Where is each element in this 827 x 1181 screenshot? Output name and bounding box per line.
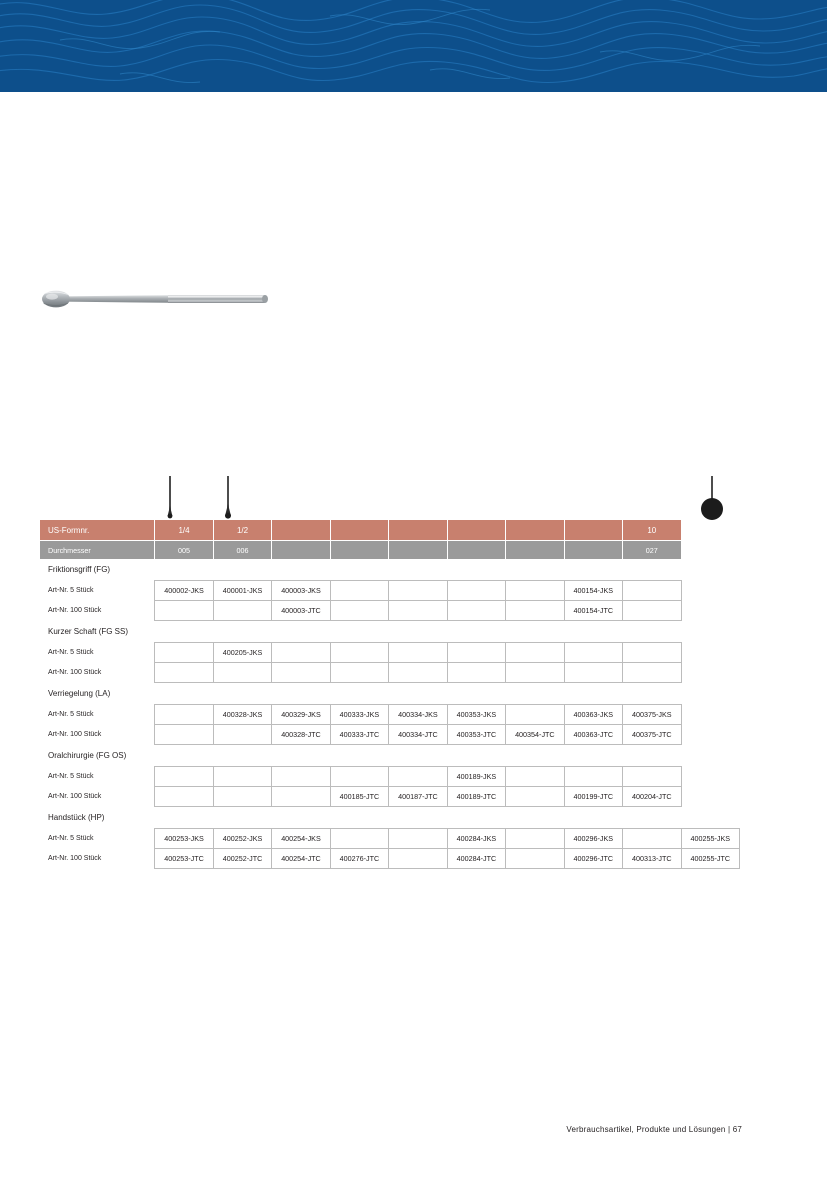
- cell-0-1-3: [330, 601, 388, 621]
- cell-1-0-8: [623, 643, 681, 663]
- header-diameter-col-2: [272, 541, 330, 560]
- cell-0-1-4: [389, 601, 447, 621]
- cell-4-1-6: [506, 849, 564, 869]
- cell-0-0-4: [389, 581, 447, 601]
- cell-3-1-6: [506, 787, 564, 807]
- cell-2-1-1: [213, 725, 271, 745]
- group-title-3: Oralchirurgie (FG OS): [40, 745, 740, 767]
- group-title-0: Friktionsgriff (FG): [40, 559, 740, 581]
- table-row: [40, 767, 740, 787]
- cell-3-0-8: [623, 767, 681, 787]
- table-row: [40, 581, 740, 601]
- header-diameter-col-3: [330, 541, 388, 560]
- cell-1-1-4: [389, 663, 447, 683]
- cell-2-1-3: 400333-JTC: [330, 725, 388, 745]
- cell-1-0-9: [681, 643, 739, 663]
- cell-2-0-0: [155, 705, 213, 725]
- cell-3-1-2: [272, 787, 330, 807]
- cell-2-0-3: 400333-JKS: [330, 705, 388, 725]
- cell-1-0-5: [447, 643, 505, 663]
- cell-2-1-2: 400328-JTC: [272, 725, 330, 745]
- table-header-diameter: [40, 541, 740, 560]
- table-header-form-number: [40, 520, 740, 541]
- cell-0-0-1: 400001-JKS: [213, 581, 271, 601]
- bur-tip-size-illustrations: [40, 470, 740, 520]
- table-row: [40, 663, 740, 683]
- page-footer: [566, 1125, 742, 1134]
- cell-1-0-7: [564, 643, 622, 663]
- table-row: [40, 705, 740, 725]
- group-title-1: Kurzer Schaft (FG SS): [40, 621, 740, 643]
- cell-2-0-4: 400334-JKS: [389, 705, 447, 725]
- cell-3-1-3: 400185-JTC: [330, 787, 388, 807]
- cell-2-0-2: 400329-JKS: [272, 705, 330, 725]
- page-header-banner: [0, 0, 827, 92]
- header-diameter-label: Durchmesser: [40, 541, 155, 560]
- header-form-col-4: [389, 520, 447, 541]
- row-label-3-0: Art-Nr. 5 Stück: [40, 767, 155, 787]
- cell-1-1-9: [681, 663, 739, 683]
- cell-0-1-7: 400154-JTC: [564, 601, 622, 621]
- cell-0-1-9: [681, 601, 739, 621]
- header-form-col-6: [506, 520, 564, 541]
- cell-2-0-8: 400375-JKS: [623, 705, 681, 725]
- header-form-col-1: 1/2: [213, 520, 271, 541]
- cell-0-1-0: [155, 601, 213, 621]
- cell-2-1-6: 400354-JTC: [506, 725, 564, 745]
- cell-4-0-9: 400255-JKS: [681, 829, 739, 849]
- cell-1-1-1: [213, 663, 271, 683]
- cell-4-0-0: 400253-JKS: [155, 829, 213, 849]
- cell-2-1-4: 400334-JTC: [389, 725, 447, 745]
- cell-2-0-9: [681, 705, 739, 725]
- cell-0-0-7: 400154-JKS: [564, 581, 622, 601]
- cell-4-0-3: [330, 829, 388, 849]
- header-form-col-0: 1/4: [155, 520, 213, 541]
- header-form-col-7: [564, 520, 622, 541]
- cell-4-0-5: 400284-JKS: [447, 829, 505, 849]
- cell-1-1-3: [330, 663, 388, 683]
- cell-2-0-1: 400328-JKS: [213, 705, 271, 725]
- row-label-4-1: Art-Nr. 100 Stück: [40, 849, 155, 869]
- header-diameter-col-1: 006: [213, 541, 271, 560]
- cell-3-0-5: 400189-JKS: [447, 767, 505, 787]
- cell-0-1-5: [447, 601, 505, 621]
- cell-3-0-4: [389, 767, 447, 787]
- header-form-col-5: [447, 520, 505, 541]
- cell-1-1-2: [272, 663, 330, 683]
- cell-1-1-6: [506, 663, 564, 683]
- header-form-col-2: [272, 520, 330, 541]
- row-label-2-0: Art-Nr. 5 Stück: [40, 705, 155, 725]
- row-label-3-1: Art-Nr. 100 Stück: [40, 787, 155, 807]
- cell-4-0-2: 400254-JKS: [272, 829, 330, 849]
- cell-1-1-7: [564, 663, 622, 683]
- cell-0-1-1: [213, 601, 271, 621]
- cell-4-1-2: 400254-JTC: [272, 849, 330, 869]
- cell-1-0-2: [272, 643, 330, 663]
- header-form-col-9: [681, 520, 739, 541]
- product-image-round-bur: [40, 282, 280, 322]
- topographic-pattern-icon: [0, 0, 827, 92]
- tip-icon-quarter: [158, 476, 182, 520]
- footer-text: Verbrauchsartikel, Produkte und Lösungen: [566, 1125, 726, 1134]
- header-diameter-col-0: 005: [155, 541, 213, 560]
- row-label-4-0: Art-Nr. 5 Stück: [40, 829, 155, 849]
- header-form-col-3: [330, 520, 388, 541]
- cell-3-0-7: [564, 767, 622, 787]
- header-diameter-col-5: [447, 541, 505, 560]
- table-group-title-row: [40, 745, 740, 767]
- cell-1-0-6: [506, 643, 564, 663]
- cell-2-1-5: 400353-JTC: [447, 725, 505, 745]
- table-row: [40, 725, 740, 745]
- cell-4-1-1: 400252-JTC: [213, 849, 271, 869]
- cell-2-1-8: 400375-JTC: [623, 725, 681, 745]
- cell-3-1-5: 400189-JTC: [447, 787, 505, 807]
- cell-1-0-4: [389, 643, 447, 663]
- cell-3-1-8: 400204-JTC: [623, 787, 681, 807]
- table-row: [40, 787, 740, 807]
- cell-0-0-2: 400003-JKS: [272, 581, 330, 601]
- cell-4-0-1: 400252-JKS: [213, 829, 271, 849]
- tip-icon-ten: [695, 476, 729, 520]
- header-form-col-8: 10: [623, 520, 681, 541]
- cell-4-0-6: [506, 829, 564, 849]
- cell-4-1-7: 400296-JTC: [564, 849, 622, 869]
- header-diameter-col-9: [681, 541, 739, 560]
- cell-1-1-5: [447, 663, 505, 683]
- cell-1-0-3: [330, 643, 388, 663]
- cell-3-0-3: [330, 767, 388, 787]
- page-number: | 67: [728, 1125, 742, 1134]
- cell-2-0-6: [506, 705, 564, 725]
- cell-4-0-8: [623, 829, 681, 849]
- tip-icon-half: [215, 476, 241, 520]
- article-number-table: [40, 520, 740, 869]
- cell-4-1-5: 400284-JTC: [447, 849, 505, 869]
- cell-4-1-0: 400253-JTC: [155, 849, 213, 869]
- cell-0-0-9: [681, 581, 739, 601]
- cell-3-0-0: [155, 767, 213, 787]
- cell-0-0-6: [506, 581, 564, 601]
- header-form-label: US-Formnr.: [40, 520, 155, 541]
- table-row: [40, 601, 740, 621]
- cell-2-1-9: [681, 725, 739, 745]
- table-group-title-row: [40, 621, 740, 643]
- cell-3-0-1: [213, 767, 271, 787]
- table-row: [40, 829, 740, 849]
- table-group-title-row: [40, 807, 740, 829]
- cell-0-1-2: 400003-JTC: [272, 601, 330, 621]
- cell-0-0-0: 400002-JKS: [155, 581, 213, 601]
- cell-2-0-7: 400363-JKS: [564, 705, 622, 725]
- cell-3-0-9: [681, 767, 739, 787]
- table-group-title-row: [40, 559, 740, 581]
- table-row: [40, 643, 740, 663]
- cell-0-0-8: [623, 581, 681, 601]
- cell-4-1-9: 400255-JTC: [681, 849, 739, 869]
- cell-2-1-7: 400363-JTC: [564, 725, 622, 745]
- cell-1-0-0: [155, 643, 213, 663]
- cell-4-1-3: 400276-JTC: [330, 849, 388, 869]
- cell-4-1-8: 400313-JTC: [623, 849, 681, 869]
- row-label-2-1: Art-Nr. 100 Stück: [40, 725, 155, 745]
- cell-4-0-7: 400296-JKS: [564, 829, 622, 849]
- cell-0-1-6: [506, 601, 564, 621]
- cell-4-0-4: [389, 829, 447, 849]
- cell-1-1-0: [155, 663, 213, 683]
- header-diameter-col-6: [506, 541, 564, 560]
- cell-3-1-1: [213, 787, 271, 807]
- header-diameter-col-7: [564, 541, 622, 560]
- cell-3-1-4: 400187-JTC: [389, 787, 447, 807]
- cell-3-1-7: 400199-JTC: [564, 787, 622, 807]
- cell-3-0-2: [272, 767, 330, 787]
- group-title-2: Verriegelung (LA): [40, 683, 740, 705]
- row-label-0-1: Art-Nr. 100 Stück: [40, 601, 155, 621]
- cell-4-1-4: [389, 849, 447, 869]
- cell-2-0-5: 400353-JKS: [447, 705, 505, 725]
- row-label-1-1: Art-Nr. 100 Stück: [40, 663, 155, 683]
- group-title-4: Handstück (HP): [40, 807, 740, 829]
- header-diameter-col-4: [389, 541, 447, 560]
- row-label-1-0: Art-Nr. 5 Stück: [40, 643, 155, 663]
- cell-3-0-6: [506, 767, 564, 787]
- row-label-0-0: Art-Nr. 5 Stück: [40, 581, 155, 601]
- cell-0-0-3: [330, 581, 388, 601]
- table-row: [40, 849, 740, 869]
- cell-0-0-5: [447, 581, 505, 601]
- cell-3-1-9: [681, 787, 739, 807]
- cell-0-1-8: [623, 601, 681, 621]
- cell-1-0-1: 400205-JKS: [213, 643, 271, 663]
- cell-3-1-0: [155, 787, 213, 807]
- cell-1-1-8: [623, 663, 681, 683]
- table-group-title-row: [40, 683, 740, 705]
- cell-2-1-0: [155, 725, 213, 745]
- header-diameter-col-8: 027: [623, 541, 681, 560]
